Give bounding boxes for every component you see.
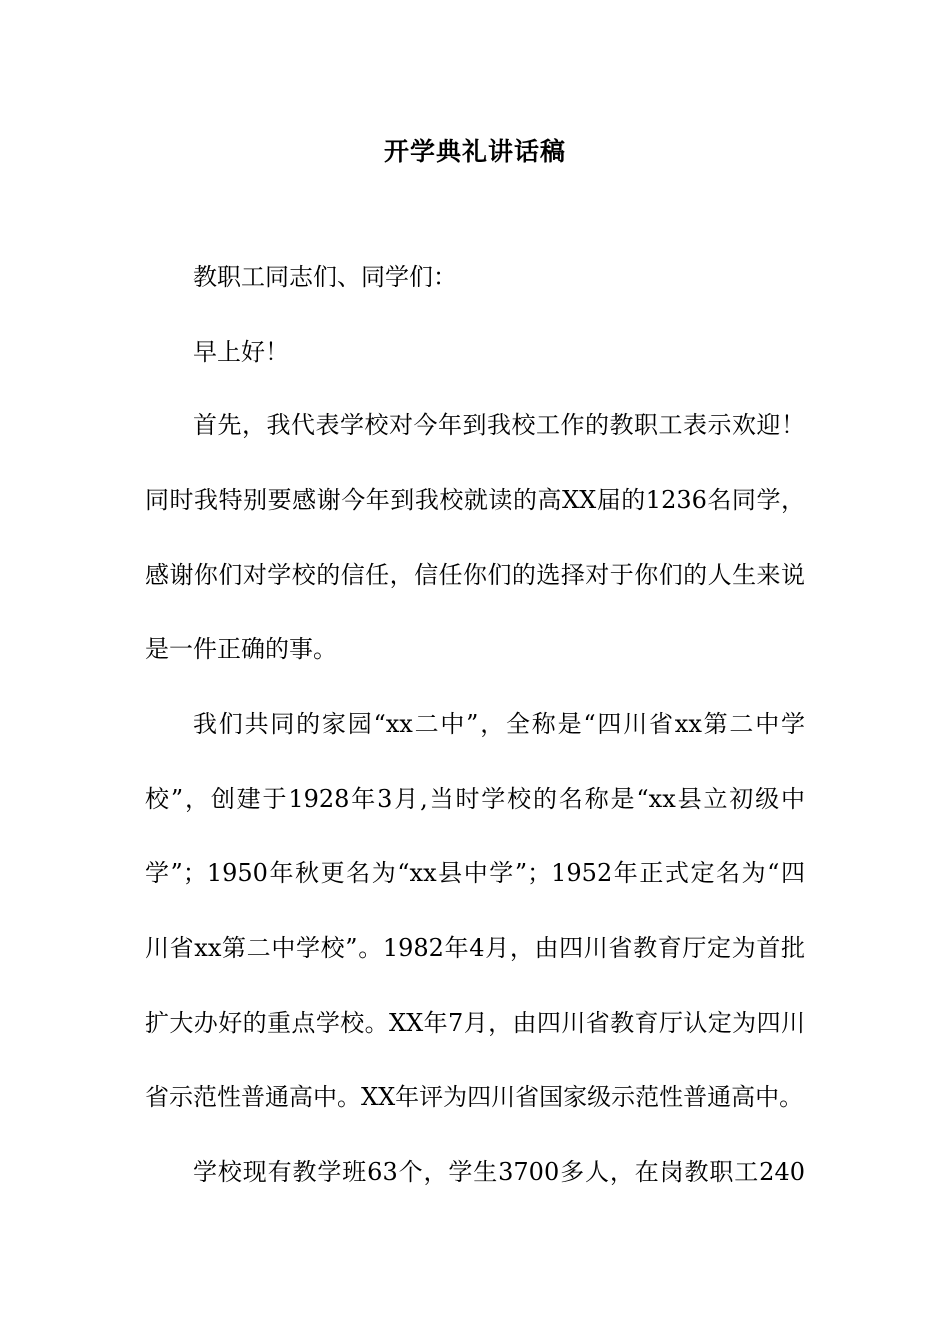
paragraph-line: 首先，我代表学校对今年到我校工作的教职工表示欢迎！ [193,411,805,439]
paragraph-line: 是一件正确的事。 [145,635,337,663]
greeting-line: 早上好！ [193,338,289,366]
salutation-line: 教职工同志们、同学们： [193,263,457,291]
paragraph-line: 感谢你们对学校的信任，信任你们的选择对于你们的人生来说 [145,561,805,589]
paragraph-line: 我们共同的家园“xx二中”，全称是“四川省xx第二中学 [193,710,805,738]
paragraph-line: 省示范性普通高中。XX年评为四川省国家级示范性普通高中。 [145,1083,804,1111]
paragraph-line: 川省xx第二中学校”。1982年4月，由四川省教育厅定为首批 [145,934,805,962]
paragraph-line: 学校现有教学班63个，学生3700多人，在岗教职工240 [193,1158,805,1186]
paragraph-line: 同时我特别要感谢今年到我校就读的高XX届的1236名同学， [145,486,805,514]
paragraph-line: 学”；1950年秋更名为“xx县中学”；1952年正式定名为“四 [145,859,805,887]
document-title: 开学典礼讲话稿 [383,137,566,166]
paragraph-line: 校”，创建于1928年3月,当时学校的名称是“xx县立初级中 [145,785,805,813]
paragraph-line: 扩大办好的重点学校。XX年7月，由四川省教育厅认定为四川 [145,1009,805,1037]
